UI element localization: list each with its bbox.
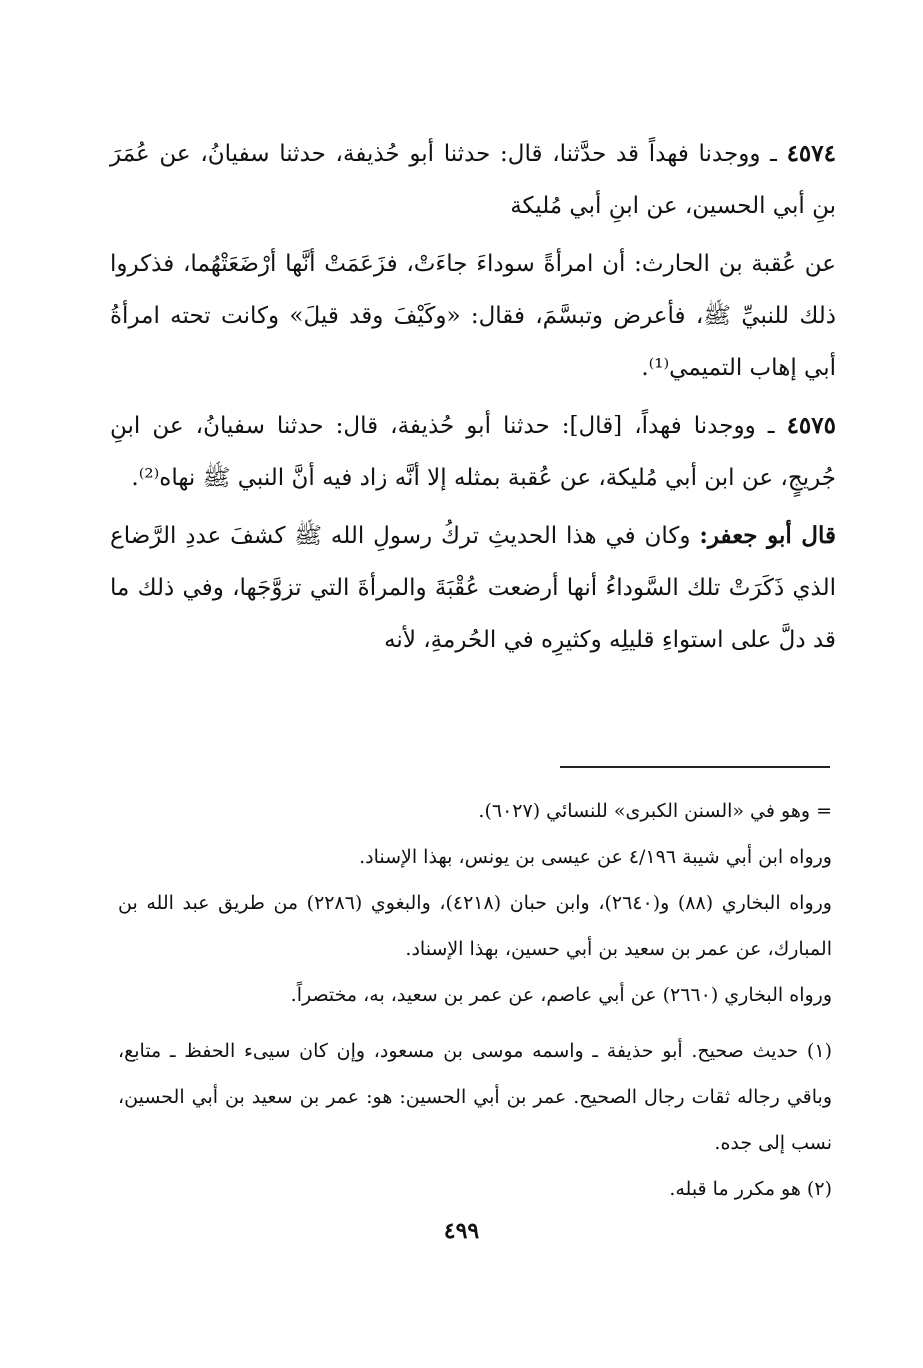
hadith-text: ـ ووجدنا فهداً، [قال]: حدثنا أبو حُذيفة، قال: حدثنا سفيانُ، عن ابنِ جُريجٍ، عن ابن أبي مُليكة، عن عُقبة بمثله إلا أنَّه زاد فيه أنَّ النبي ﷺ نهاه⁽²⁾. [110,413,836,491]
commentary-paragraph [110,510,836,666]
footnote-line: ورواه البخاري (٢٦٦٠) عن أبي عاصم، عن عمر بن سعيد، به، مختصراً. [290,984,832,1006]
footnotes [118,788,832,1212]
hadith-4575 [110,400,836,504]
footnote-1: (١) حديث صحيح. أبو حذيفة ـ واسمه موسى بن مسعود، وإن كان سيىء الحفظ ـ متابع، وباقي رجاله ثقات رجال الصحيح. عمر بن أبي الحسين: هو: عمر بن سعيد بن أبي الحسين، نسب إلى جده. [118,1040,832,1154]
speaker-label: قال أبو جعفر: [699,522,837,549]
hadith-number: ٤٥٧٥ [786,412,836,439]
footnote-2: (٢) هو مكرر ما قبله. [669,1178,832,1200]
hadith-4574 [110,128,836,232]
footnote-line: ورواه ابن أبي شيبة ٤/١٩٦ عن عيسى بن يونس، بهذا الإسناد. [359,846,832,868]
footnote-continuation: = وهو في «السنن الكبرى» للنسائي (٦٠٢٧). [478,800,832,822]
main-text [110,128,836,672]
hadith-4574-continuation: عن عُقبة بن الحارث: أن امرأةً سوداءَ جاءَتْ، فزَعَمَتْ أنَّها أرْضَعَتْهُما، فذكروا ذلك للنبيِّ ﷺ، فأعرض وتبسَّمَ، فقال: «وكَيْفَ وقد قيلَ» وكانت تحته امرأةُ أبي إهاب التميمي⁽¹⁾. [110,251,836,381]
footnote-line: ورواه البخاري (٨٨) و(٢٦٤٠)، وابن حبان (٤٢١٨)، والبغوي (٢٢٨٦) من طريق عبد الله بن المبارك، عن عمر بن سعيد بن أبي حسين، بهذا الإسناد. [118,892,832,960]
hadith-number: ٤٥٧٤ [786,140,836,167]
hadith-text: ـ ووجدنا فهداً قد حدَّثنا، قال: حدثنا أبو حُذيفة، حدثنا سفيانُ، عن عُمَرَ بنِ أبي الحسين، عن ابنِ أبي مُليكة [110,141,836,219]
commentary-text: وكان في هذا الحديثِ تركُ رسولِ الله ﷺ كشفَ عددِ الرَّضاع الذي ذَكَرَتْ تلك السَّوداءُ أنها أرضعت عُقْبَةَ والمرأةَ التي تزوَّجَها، وفي ذلك ما قد دلَّ على استواءِ قليلِه وكثيرِه في الحُرمةِ، لأنه [110,523,836,653]
footnote-divider [560,766,830,768]
page-number: ٤٩٩ [443,1218,480,1244]
